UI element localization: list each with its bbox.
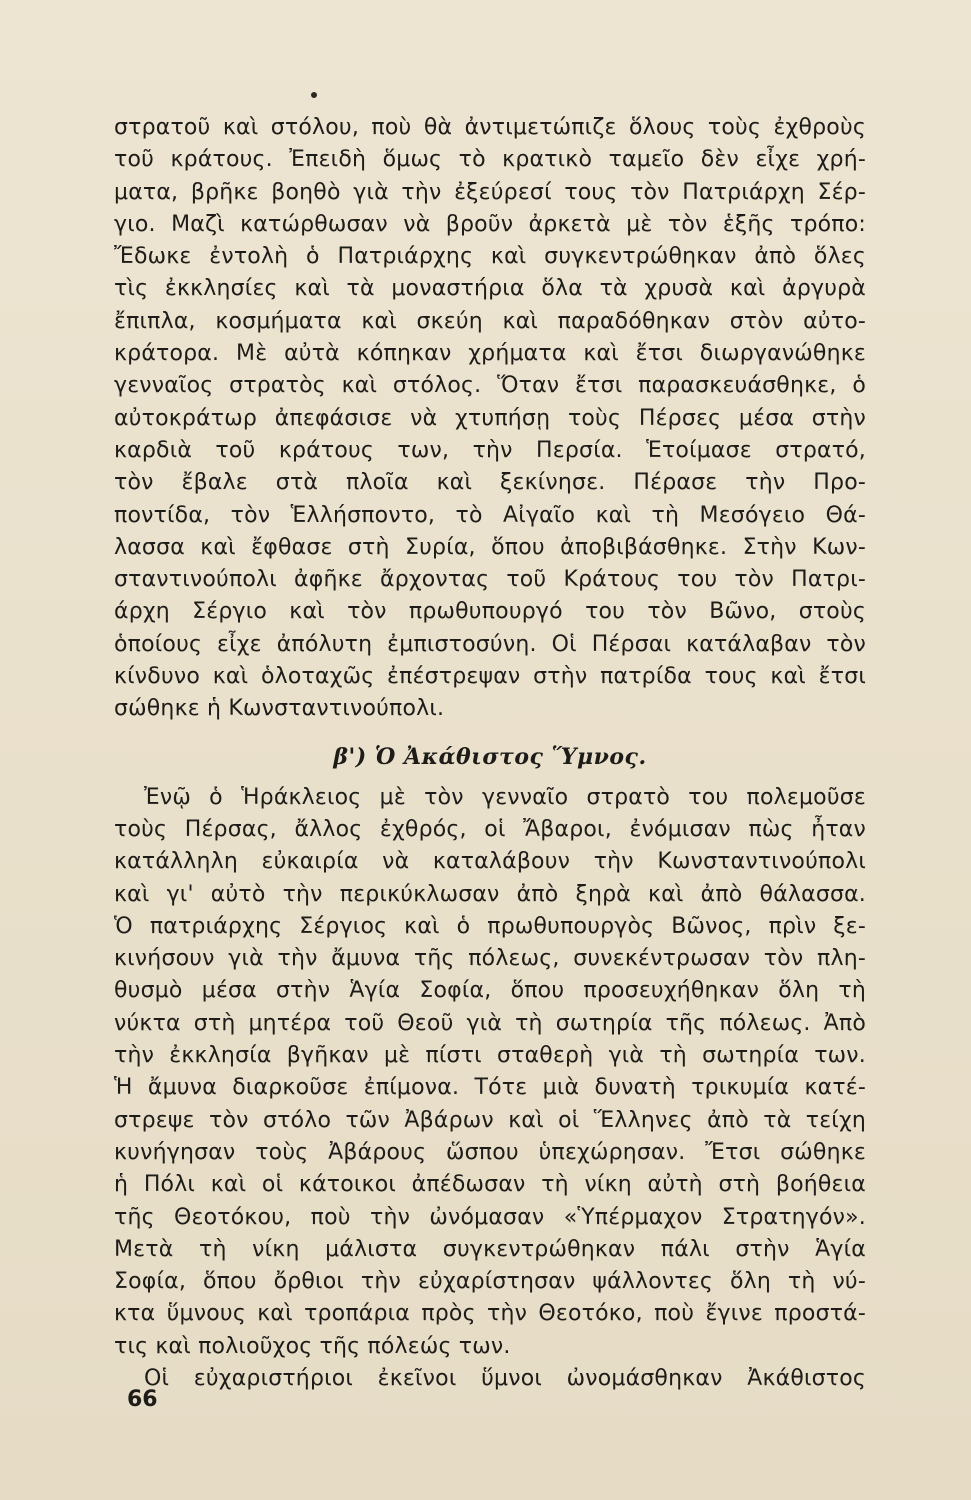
text-block <box>114 112 866 1395</box>
text-line: αὐτοκράτωρ ἀπεφάσισε νὰ χτυπήσῃ τοὺς Πέρσες μέσα στὴν <box>114 405 866 431</box>
text-line: τῆς Θεοτόκου, ποὺ τὴν ὠνόμασαν «Ὑπέρμαχον Στρατηγόν». <box>114 1204 866 1230</box>
text-line: γιο. Μαζὶ κατώρθωσαν νὰ βροῦν ἀρκετὰ μὲ τὸν ἑξῆς τρόπο: <box>114 211 866 237</box>
section-heading: β') Ὁ Ἀκάθιστος Ὕμνος. <box>333 743 647 770</box>
text-line: Οἱ εὐχαριστήριοι ἐκεῖνοι ὕμνοι ὠνομάσθηκαν Ἀκάθιστος <box>144 1365 866 1391</box>
text-line: καρδιὰ τοῦ κράτους των, τὴν Περσία. Ἑτοίμασε στρατό, <box>114 437 866 463</box>
text-line: καὶ γι' αὐτὸ τὴν περικύκλωσαν ἀπὸ ξηρὰ καὶ ἀπὸ θάλασσα. <box>114 881 866 907</box>
text-line: ματα, βρῆκε βοηθὸ γιὰ τὴν ἐξεύρεσί τους τὸν Πατριάρχη Σέρ- <box>114 179 866 205</box>
text-line: θυσμὸ μέσα στὴν Ἁγία Σοφία, ὅπου προσευχήθηκαν ὅλη τὴ <box>114 978 866 1004</box>
text-line: κατάλληλη εὐκαιρία νὰ καταλάβουν τὴν Κωνσταντινούπολι <box>114 849 866 875</box>
text-line: Σοφία, ὅπου ὄρθιοι τὴν εὐχαρίστησαν ψάλλοντες ὅλη τὴ νύ- <box>114 1269 866 1295</box>
text-line: τοὺς Πέρσας, ἄλλος ἐχθρός, οἱ Ἄβαροι, ἐνόμισαν πὼς ἦταν <box>114 816 866 842</box>
text-line: ἔπιπλα, κοσμήματα καὶ σκεύη καὶ παραδόθηκαν στὸν αὐτο- <box>114 308 866 334</box>
text-line: τὸν ἔβαλε στὰ πλοῖα καὶ ξεκίνησε. Πέρασε τὴν Προ- <box>114 470 866 496</box>
text-line: τις καὶ πολιοῦχος τῆς πόλεώς των. <box>114 1333 511 1359</box>
text-line: κινήσουν γιὰ τὴν ἄμυνα τῆς πόλεως, συνεκέντρωσαν τὸν πλη- <box>114 946 866 972</box>
text-line: σώθηκε ἡ Κωνσταντινούπολι. <box>114 696 445 722</box>
paragraph-1 <box>114 112 866 726</box>
text-line: τὴν ἐκκλησία βγῆκαν μὲ πίστι σταθερὴ γιὰ τὴ σωτηρία των. <box>114 1043 866 1069</box>
text-line: Μετὰ τὴ νίκη μάλιστα συγκεντρώθηκαν πάλι στὴν Ἁγία <box>114 1236 866 1262</box>
text-line: σταντινούπολι ἀφῆκε ἄρχοντας τοῦ Κράτους του τὸν Πατρι- <box>114 567 866 593</box>
text-line: Ἔδωκε ἐντολὴ ὁ Πατριάρχης καὶ συγκεντρώθηκαν ἀπὸ ὅλες <box>114 244 866 270</box>
paragraph-2 <box>114 782 866 1363</box>
text-line: νύκτα στὴ μητέρα τοῦ Θεοῦ γιὰ τὴ σωτηρία τῆς πόλεως. Ἀπὸ <box>114 1010 866 1036</box>
paragraph-3 <box>114 1363 866 1395</box>
text-line: γενναῖος στρατὸς καὶ στόλος. Ὅταν ἔτσι παρασκευάσθηκε, ὁ <box>114 373 866 399</box>
text-line: ποντίδα, τὸν Ἑλλήσποντο, τὸ Αἰγαῖο καὶ τὴ Μεσόγειο Θά- <box>114 502 866 528</box>
text-line: Ἡ ἄμυνα διαρκοῦσε ἐπίμονα. Τότε μιὰ δυνατὴ τρικυμία κατέ- <box>114 1075 866 1101</box>
text-line: κυνήγησαν τοὺς Ἀβάρους ὥσπου ὑπεχώρησαν. Ἔτσι σώθηκε <box>114 1139 866 1165</box>
text-line: Ὁ πατριάρχης Σέργιος καὶ ὁ πρωθυπουργὸς Βῶνος, πρὶν ξε- <box>114 913 866 939</box>
text-line: Ἐνῷ ὁ Ἡράκλειος μὲ τὸν γενναῖο στρατὸ του πολεμοῦσε <box>144 784 866 810</box>
text-line: τοῦ κράτους. Ἐπειδὴ ὅμως τὸ κρατικὸ ταμεῖο δὲν εἶχε χρή- <box>114 147 866 173</box>
ink-dot <box>311 92 317 98</box>
text-line: κτα ὕμνους καὶ τροπάρια πρὸς τὴν Θεοτόκο, ποὺ ἔγινε προστά- <box>114 1301 866 1327</box>
page-number: 66 <box>127 1387 158 1412</box>
text-line: στρατοῦ καὶ στόλου, ποὺ θὰ ἀντιμετώπιζε ὅλους τοὺς ἐχθροὺς <box>114 115 866 140</box>
text-line: κίνδυνο καὶ ὁλοταχῶς ἐπέστρεψαν στὴν πατρίδα τους καὶ ἔτσι <box>114 664 866 690</box>
text-line: λασσα καὶ ἔφθασε στὴ Συρία, ὅπου ἀποβιβάσθηκε. Στὴν Κων- <box>114 534 866 560</box>
text-line: στρεψε τὸν στόλο τῶν Ἀβάρων καὶ οἱ Ἕλληνες ἀπὸ τὰ τείχη <box>114 1107 866 1133</box>
text-line: κράτορα. Μὲ αὐτὰ κόπηκαν χρήματα καὶ ἔτσι διωργανώθηκε <box>114 341 866 367</box>
text-line: ἡ Πόλι καὶ οἱ κάτοικοι ἀπέδωσαν τὴ νίκη αὐτὴ στὴ βοήθεια <box>114 1172 866 1198</box>
text-line: ὁποίους εἶχε ἀπόλυτη ἐμπιστοσύνη. Οἱ Πέρσαι κατάλαβαν τὸν <box>114 631 866 657</box>
text-line: άρχη Σέργιο καὶ τὸν πρωθυπουργό του τὸν Βῶνο, στοὺς <box>114 599 866 625</box>
text-line: τὶς ἐκκλησίες καὶ τὰ μοναστήρια ὅλα τὰ χρυσὰ καὶ ἀργυρὰ <box>114 276 866 302</box>
